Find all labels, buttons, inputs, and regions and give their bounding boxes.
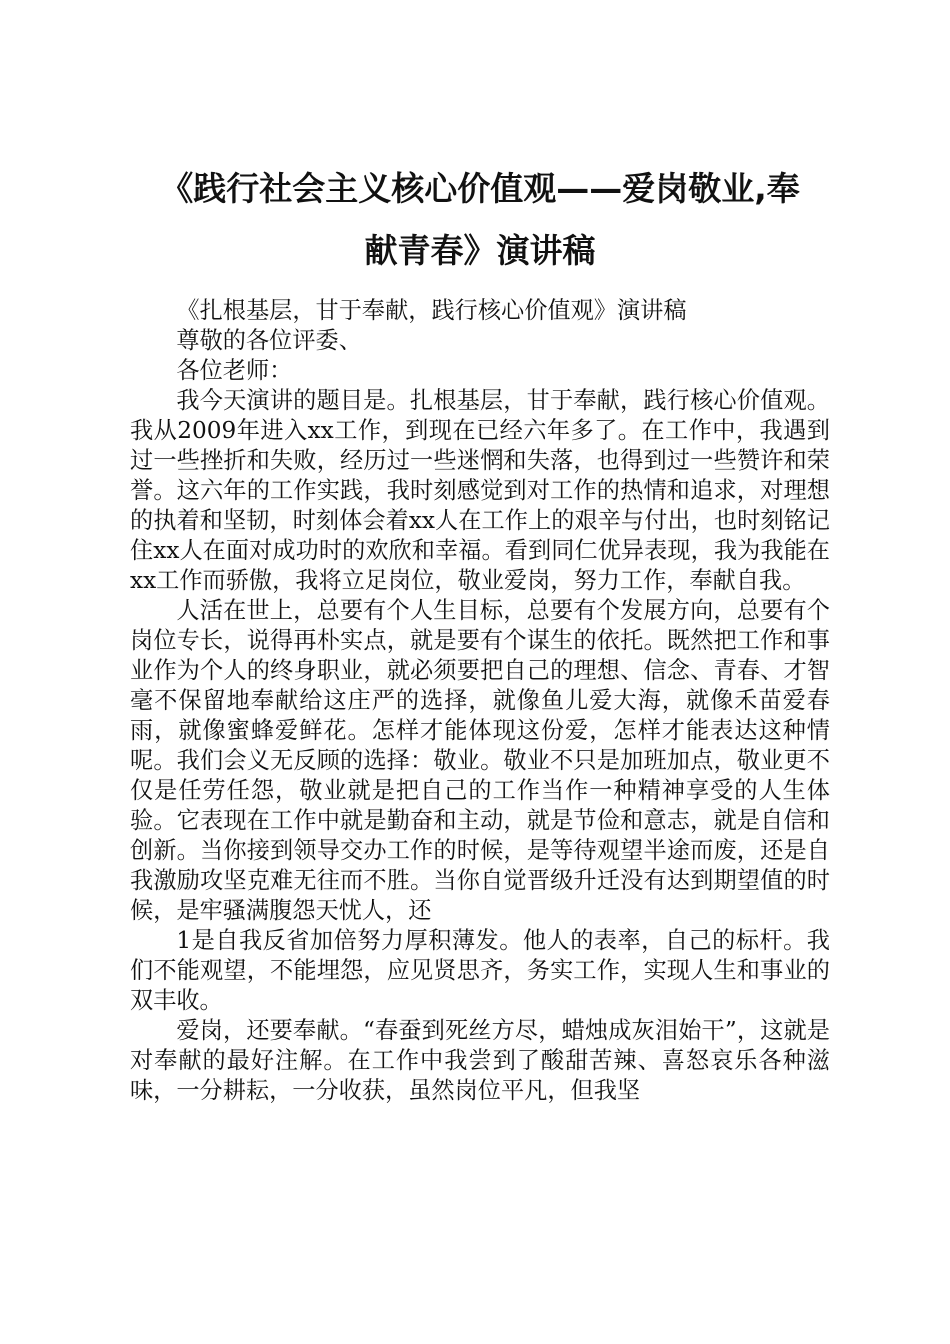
body-paragraph: 人活在世上，总要有个人生目标，总要有个发展方向，总要有个岗位专长，说得再朴实点，就是要有个谋生的依托。既然把工作和事业作为个人的终身职业，就必须要把自己的理想、信念、青春、才智毫不保留地奉献给这庄严的选择，就像鱼儿爱大海，就像禾苗爱春雨，就像蜜蜂爱鲜花。怎样才能体现这份爱，怎样才能表达这种情呢。我们会义无反顾的选择：敬业。敬业不只是加班加点，敬业更不仅是任劳任怨，敬业就是把自己的工作当作一种精神享受的人生体验。它表现在工作中就是勤奋和主动，就是节俭和意志，就是自信和创新。当你接到领导交办工作的时候，是等待观望半途而废，还是自我激励攻坚克难无往而不胜。当你自觉晋级升迁没有达到期望值的时候，是牢骚满腹怨天忧人，还 — [130, 597, 830, 924]
document-title — [130, 158, 830, 282]
document-page — [130, 158, 830, 1106]
salutation-teachers: 各位老师： — [176, 357, 293, 384]
body-paragraph: 1是自我反省加倍努力厚积薄发。他人的表率，自己的标杆。我们不能观望，不能埋怨，应见贤思齐，务实工作，实现人生和事业的双丰收。 — [130, 927, 830, 1014]
subtitle-paragraph: 《扎根基层，甘于奉献，践行核心价值观》演讲稿 — [176, 297, 687, 324]
salutation-judges: 尊敬的各位评委、 — [176, 327, 362, 354]
document-body — [130, 296, 830, 1106]
body-paragraph: 爱岗，还要奉献。“春蚕到死丝方尽，蜡烛成灰泪始干”，这就是对奉献的最好注解。在工作中我尝到了酸甜苦辣、喜怒哀乐各种滋味，一分耕耘，一分收获，虽然岗位平凡，但我坚 — [130, 1017, 830, 1104]
body-paragraph: 我今天演讲的题目是。扎根基层，甘于奉献，践行核心价值观。我从2009年进入xx工作，到现在已经六年多了。在工作中，我遇到过一些挫折和失败，经历过一些迷惘和失落，也得到过一些赞许和荣誉。这六年的工作实践，我时刻感觉到对工作的热情和追求，对理想的执着和坚韧，时刻体会着xx人在工作上的艰辛与付出，也时刻铭记住xx人在面对成功时的欢欣和幸福。看到同仁优异表现，我为我能在xx工作而骄傲，我将立足岗位，敬业爱岗，努力工作，奉献自我。 — [130, 387, 830, 594]
title-line-2: 献青春》演讲稿 — [364, 231, 596, 270]
title-line-1: 《践行社会主义核心价值观——爱岗敬业,奉 — [160, 169, 800, 208]
